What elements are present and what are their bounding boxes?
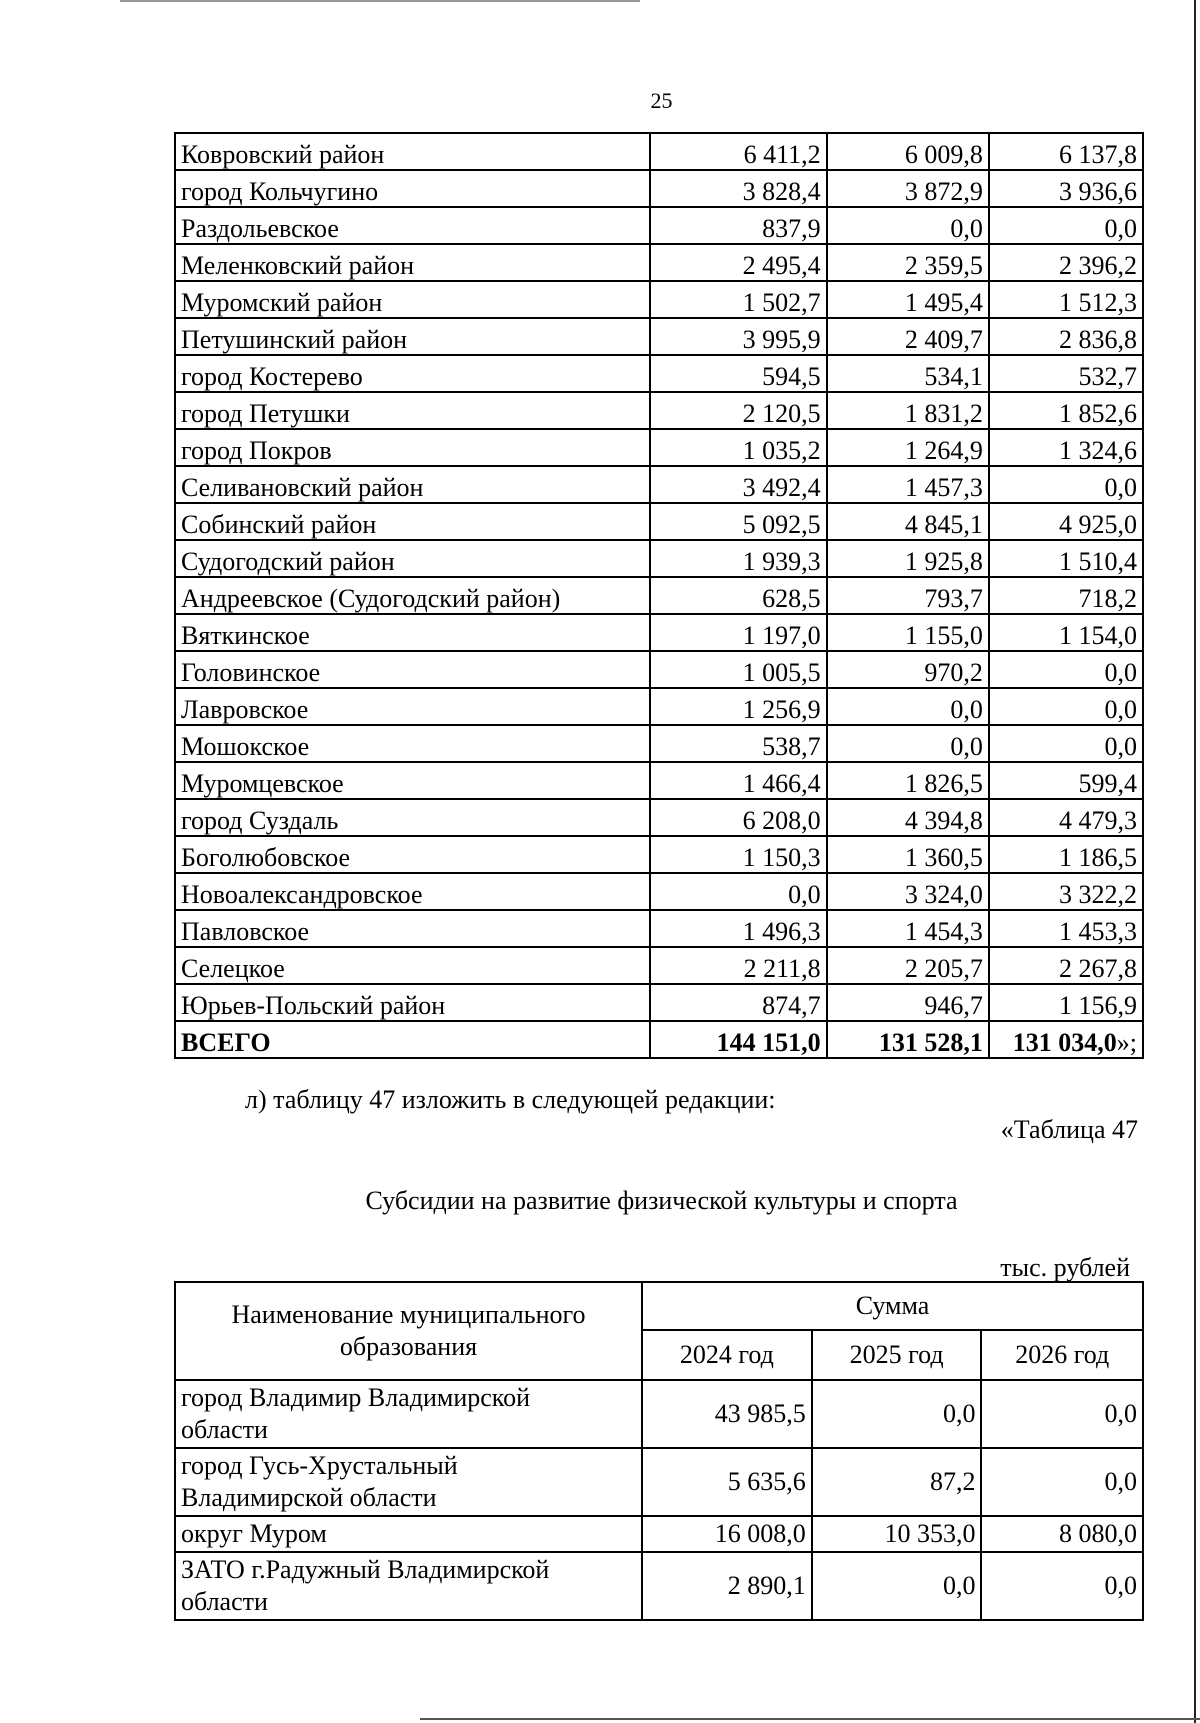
value-2025: 1 454,3 [827, 910, 989, 947]
sports-subsidy-table [174, 1281, 1144, 1621]
value-2024: 6 208,0 [650, 799, 826, 836]
value-2025: 0,0 [812, 1380, 982, 1448]
value-2024: 1 496,3 [650, 910, 826, 947]
table-row [175, 725, 1143, 762]
value-2025: 970,2 [827, 651, 989, 688]
value-2026: 1 186,5 [989, 836, 1143, 873]
municipality-name: Новоалександровское [175, 873, 650, 910]
value-2025: 0,0 [812, 1552, 982, 1620]
total-2025: 131 528,1 [827, 1021, 989, 1058]
table-row [175, 577, 1143, 614]
value-2024: 2 495,4 [650, 244, 826, 281]
value-2026: 599,4 [989, 762, 1143, 799]
header-sum: Сумма [642, 1282, 1143, 1330]
table-row [175, 1380, 1143, 1448]
name-line1: город Владимир Владимирской [181, 1383, 530, 1412]
value-2025: 534,1 [827, 355, 989, 392]
municipality-name: Селивановский район [175, 466, 650, 503]
table-number-label: «Таблица 47 [1000, 1115, 1138, 1144]
value-2025: 4 394,8 [827, 799, 989, 836]
municipality-name: Павловское [175, 910, 650, 947]
value-2026: 0,0 [989, 688, 1143, 725]
value-2026: 1 324,6 [989, 429, 1143, 466]
total-row [175, 1021, 1143, 1058]
value-2026: 0,0 [981, 1380, 1143, 1448]
municipality-name: Селецкое [175, 947, 650, 984]
municipality-name: Юрьев-Польский район [175, 984, 650, 1021]
value-2024: 2 211,8 [650, 947, 826, 984]
value-2024: 43 985,5 [642, 1380, 812, 1448]
value-2026: 0,0 [989, 725, 1143, 762]
municipal-subsidy-table-continuation [174, 132, 1144, 1059]
value-2026: 1 852,6 [989, 392, 1143, 429]
total-label: ВСЕГО [175, 1021, 650, 1058]
value-2026: 1 154,0 [989, 614, 1143, 651]
table-row [175, 984, 1143, 1021]
total-2026-cell [989, 1021, 1143, 1058]
municipality-name: город Кольчугино [175, 170, 650, 207]
value-2026: 6 137,8 [989, 133, 1143, 170]
value-2025: 0,0 [827, 688, 989, 725]
table-row [175, 355, 1143, 392]
table-row [175, 133, 1143, 170]
table-row [175, 392, 1143, 429]
value-2026: 2 267,8 [989, 947, 1143, 984]
municipality-name: город Петушки [175, 392, 650, 429]
value-2025: 1 155,0 [827, 614, 989, 651]
value-2024: 3 995,9 [650, 318, 826, 355]
table-row [175, 318, 1143, 355]
municipality-name: Головинское [175, 651, 650, 688]
value-2024: 1 035,2 [650, 429, 826, 466]
value-2024: 1 150,3 [650, 836, 826, 873]
value-2024: 0,0 [650, 873, 826, 910]
municipality-name: Муромцевское [175, 762, 650, 799]
value-2024: 1 466,4 [650, 762, 826, 799]
municipality-name [175, 1552, 642, 1620]
value-2024: 1 005,5 [650, 651, 826, 688]
value-2025: 87,2 [812, 1448, 982, 1516]
table-row [175, 762, 1143, 799]
value-2026: 0,0 [981, 1448, 1143, 1516]
header-municipality-line1: Наименование муниципального [231, 1300, 586, 1329]
value-2026: 0,0 [989, 651, 1143, 688]
value-2024: 538,7 [650, 725, 826, 762]
value-2025: 1 495,4 [827, 281, 989, 318]
table-row [175, 466, 1143, 503]
value-2024: 594,5 [650, 355, 826, 392]
value-2026: 3 322,2 [989, 873, 1143, 910]
top-scan-rule [120, 0, 640, 2]
value-2025: 2 205,7 [827, 947, 989, 984]
municipality-name: Петушинский район [175, 318, 650, 355]
value-2026: 532,7 [989, 355, 1143, 392]
page-edge-line [1194, 0, 1196, 1723]
value-2025: 1 925,8 [827, 540, 989, 577]
value-2025: 4 845,1 [827, 503, 989, 540]
name-line1: город Гусь-Хрустальный [181, 1451, 458, 1480]
value-2024: 3 828,4 [650, 170, 826, 207]
value-2025: 6 009,8 [827, 133, 989, 170]
value-2025: 946,7 [827, 984, 989, 1021]
municipality-name: Вяткинское [175, 614, 650, 651]
table-row [175, 614, 1143, 651]
amendment-instruction: л) таблицу 47 изложить в следующей редакции: [245, 1085, 776, 1114]
value-2025: 793,7 [827, 577, 989, 614]
table-row [175, 651, 1143, 688]
value-2026: 8 080,0 [981, 1516, 1143, 1552]
value-2024: 837,9 [650, 207, 826, 244]
table-row [175, 1448, 1143, 1516]
header-municipality-line2: образования [339, 1332, 478, 1361]
value-2024: 5 092,5 [650, 503, 826, 540]
municipality-name: город Покров [175, 429, 650, 466]
value-2025: 3 324,0 [827, 873, 989, 910]
table-row [175, 540, 1143, 577]
value-2024: 628,5 [650, 577, 826, 614]
value-2025: 0,0 [827, 725, 989, 762]
value-2026: 0,0 [989, 207, 1143, 244]
total-2026: 131 034,0 [1012, 1028, 1117, 1057]
value-2026: 0,0 [989, 466, 1143, 503]
municipality-name [175, 1448, 642, 1516]
value-2026: 2 396,2 [989, 244, 1143, 281]
value-2025: 2 359,5 [827, 244, 989, 281]
municipality-name: Раздольевское [175, 207, 650, 244]
municipality-name: город Суздаль [175, 799, 650, 836]
name-line2: области [181, 1415, 268, 1444]
value-2026: 3 936,6 [989, 170, 1143, 207]
table-row [175, 799, 1143, 836]
value-2025: 1 264,9 [827, 429, 989, 466]
municipality-name: Андреевское (Судогодский район) [175, 577, 650, 614]
table-row [175, 429, 1143, 466]
value-2024: 874,7 [650, 984, 826, 1021]
units-label: тыс. рублей [1000, 1253, 1130, 1282]
table-row [175, 281, 1143, 318]
value-2025: 1 457,3 [827, 466, 989, 503]
header-row [175, 1282, 1143, 1330]
value-2026: 2 836,8 [989, 318, 1143, 355]
header-year-2025: 2025 год [812, 1330, 982, 1380]
table-row [175, 503, 1143, 540]
value-2026: 4 479,3 [989, 799, 1143, 836]
name-line2: Владимирской области [181, 1483, 437, 1512]
value-2024: 1 939,3 [650, 540, 826, 577]
value-2024: 6 411,2 [650, 133, 826, 170]
municipality-name: Мошокское [175, 725, 650, 762]
header-year-2026: 2026 год [981, 1330, 1143, 1380]
value-2024: 2 890,1 [642, 1552, 812, 1620]
municipality-name: Ковровский район [175, 133, 650, 170]
value-2024: 16 008,0 [642, 1516, 812, 1552]
value-2024: 1 256,9 [650, 688, 826, 725]
value-2025: 1 831,2 [827, 392, 989, 429]
municipality-name: город Костерево [175, 355, 650, 392]
municipality-name: Меленковский район [175, 244, 650, 281]
closing-quote: »; [1116, 1028, 1137, 1057]
table-row [175, 910, 1143, 947]
value-2025: 10 353,0 [812, 1516, 982, 1552]
value-2026: 1 453,3 [989, 910, 1143, 947]
value-2026: 1 512,3 [989, 281, 1143, 318]
value-2024: 1 197,0 [650, 614, 826, 651]
value-2026: 718,2 [989, 577, 1143, 614]
value-2026: 1 156,9 [989, 984, 1143, 1021]
value-2026: 0,0 [981, 1552, 1143, 1620]
total-2024: 144 151,0 [650, 1021, 826, 1058]
table-row [175, 873, 1143, 910]
table-row [175, 947, 1143, 984]
value-2025: 3 872,9 [827, 170, 989, 207]
bottom-scan-rule [420, 1718, 1200, 1720]
municipality-name: Судогодский район [175, 540, 650, 577]
value-2024: 5 635,6 [642, 1448, 812, 1516]
municipality-name: Лавровское [175, 688, 650, 725]
table-row [175, 170, 1143, 207]
name-line1: ЗАТО г.Радужный Владимирской [181, 1555, 550, 1584]
table-row [175, 836, 1143, 873]
municipality-name: Муромский район [175, 281, 650, 318]
table-row [175, 244, 1143, 281]
name-line2: области [181, 1587, 268, 1616]
municipality-name: округ Муром [175, 1516, 642, 1552]
value-2025: 1 360,5 [827, 836, 989, 873]
table-title: Субсидии на развитие физической культуры и спорта [365, 1186, 958, 1215]
page-number: 25 [650, 88, 673, 113]
table-row [175, 207, 1143, 244]
table-row [175, 688, 1143, 725]
value-2025: 0,0 [827, 207, 989, 244]
value-2024: 1 502,7 [650, 281, 826, 318]
table-row [175, 1552, 1143, 1620]
table-row [175, 1516, 1143, 1552]
municipality-name [175, 1380, 642, 1448]
municipality-name: Собинский район [175, 503, 650, 540]
value-2025: 1 826,5 [827, 762, 989, 799]
value-2025: 2 409,7 [827, 318, 989, 355]
value-2026: 1 510,4 [989, 540, 1143, 577]
header-year-2024: 2024 год [642, 1330, 812, 1380]
value-2024: 3 492,4 [650, 466, 826, 503]
municipality-name: Боголюбовское [175, 836, 650, 873]
header-municipality [175, 1282, 642, 1380]
value-2024: 2 120,5 [650, 392, 826, 429]
value-2026: 4 925,0 [989, 503, 1143, 540]
